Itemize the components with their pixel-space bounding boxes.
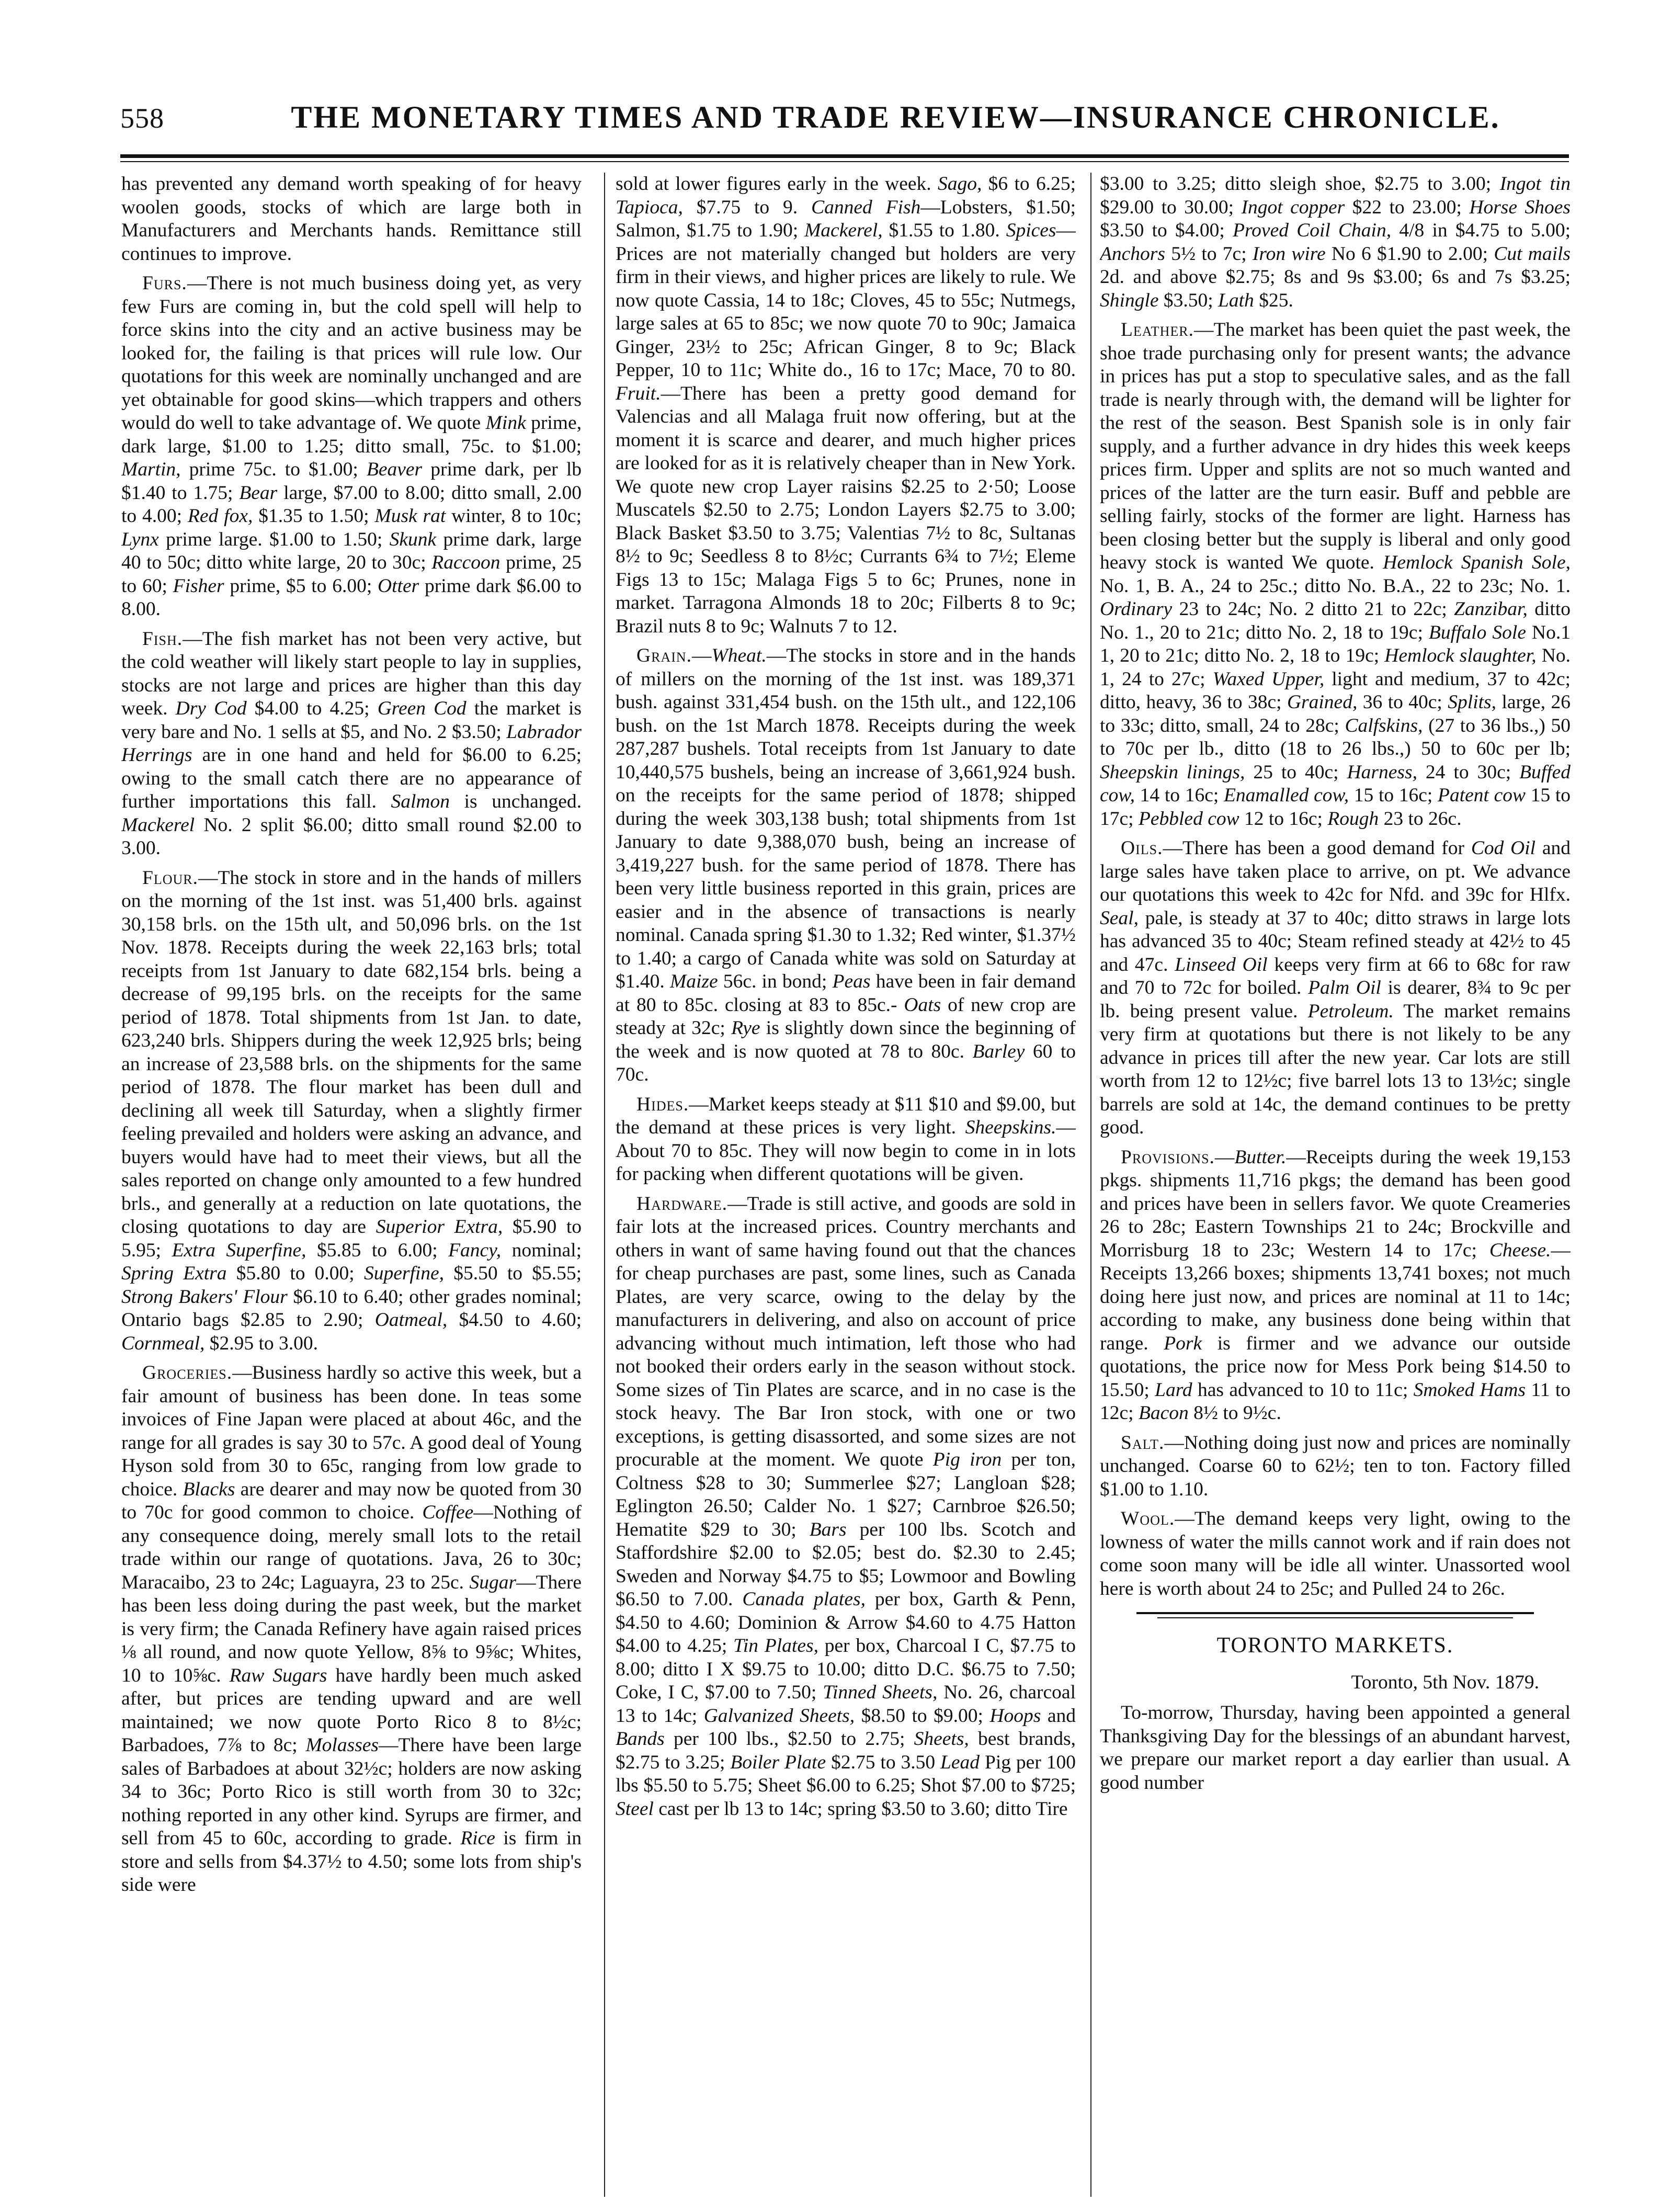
text-run: $8.50 to $9.00;	[855, 1705, 990, 1727]
text-run: —The market has been quiet the past week, the shoe trade purchasing only for present wants; the advance in prices has put a stop to speculative sales, and as the fall trade is nearly through with, the demand will be lighter for the rest of the season. Best Spanish sole is in only fair supply, and a further advance in dry hides this week keeps prices firm. Upper and splits are not so much wanted and prices of the latter are the turn easir. Buff and pebble are selling fairly, stocks of the former are light. Harness has been closing better but the supply is liberal and only good heavy stock is wanted We quote.	[1100, 319, 1571, 573]
salt-paragraph	[1100, 1432, 1571, 1502]
text-run: —About 70 to 85c. They will now begin to come in in lots for packing when different quotations will be given.	[616, 1117, 1076, 1185]
commodity-name: Red fox,	[187, 505, 253, 527]
text-run: —	[1214, 1146, 1235, 1168]
dateline: Toronto, 5th Nov. 1879.	[1351, 1671, 1539, 1693]
commodity-name: Cod Oil	[1471, 837, 1536, 859]
text-run: prime, dark large, $1.00 to 1.25; ditto small, 75c. to $1.00;	[121, 412, 582, 457]
toronto-paragraph	[1100, 1701, 1571, 1795]
commodity-name: Bacon	[1138, 1402, 1189, 1424]
text-run: large, 26 to 33c; ditto, small, 24 to 28c;	[1100, 691, 1571, 736]
text-run: per ton, Coltness $28 to 30; Summerlee $27; Langloan $28; Eglington 26.50; Calder No. 1 $27; Carnbroe $26.50; Hematite $29 to 30;	[616, 1449, 1076, 1540]
text-run: sold at lower figures early in the week.	[616, 173, 938, 195]
text-run: 15 to 17c;	[1100, 785, 1571, 830]
commodity-name: Tapioca,	[616, 196, 683, 218]
commodity-name: Otter	[378, 575, 419, 597]
commodity-name: Shingle	[1100, 289, 1159, 311]
text-run: $1.35 to 1.50;	[253, 505, 375, 527]
text-run: large, $7.00 to 8.00; ditto small, 2.00 to 4.00;	[121, 482, 582, 527]
text-run: $22 to 23.00;	[1345, 196, 1470, 218]
text-run: the market is very bare and No. 1 sells at $5, and No. 2 $3.50;	[121, 698, 582, 743]
text-run: 23 to 26c.	[1379, 808, 1462, 830]
commodity-name: Musk rat	[374, 505, 446, 527]
text-run: ditto No. 1., 20 to 21c; ditto No. 2, 18 to 19c;	[1100, 598, 1571, 643]
text-run: have been in fair demand at 80 to 85c. closing at 83 to 85c.-	[616, 971, 1076, 1016]
toronto-markets-heading: TORONTO MARKETS.	[1216, 1634, 1454, 1658]
column-divider	[604, 173, 605, 2197]
commodity-name: Sheepskins.	[965, 1117, 1056, 1138]
text-run: $29.00 to 30.00;	[1100, 196, 1242, 218]
text-run: —The fish market has not been very active, but the cold weather will likely start people to lay in supplies, stocks are not large and prices are higher than this day week.	[121, 628, 582, 719]
text-run: —There is not much business doing yet, as very few Furs are coming in, but the cold spell will help to force skins into the city and an active business may be looked for, the failing is that prices will rule low. Our quotations for this week are nominally unchanged and are yet obtainable for good skins—which trappers and others would do well to take advantage of. We quote	[121, 273, 582, 434]
commodity-name: Raccoon	[431, 552, 500, 573]
text-run: and	[1041, 1705, 1076, 1727]
commodity-name: Sheets,	[914, 1728, 969, 1750]
commodity-name: Iron wire	[1252, 243, 1326, 265]
furs-paragraph	[121, 272, 582, 621]
text-run: 12 to 16c;	[1239, 808, 1328, 830]
text-run: $2.95 to 3.00.	[204, 1332, 318, 1354]
text-run: —There have been large sales of Barbadoes at about 32½c; holders are now asking 34 to 36c; Porto Rico is still worth from 30 to 32c; nothing reported in any other kind. Syrups are firmer, and sell from 45 to 60c, according to grade.	[121, 1734, 582, 1849]
text-run: No.1 1, 20 to 21c; ditto No. 2, 18 to 19c;	[1100, 621, 1571, 666]
commodity-name: Waxed Upper,	[1212, 668, 1325, 690]
text-run: 8½ to 9½c.	[1188, 1402, 1281, 1424]
text-run: No. 2 split $6.00; ditto small round $2.00 to 3.00.	[121, 814, 582, 859]
text-run: The market remains very firm at quotations but there is not likely to be any advance in prices till after the new year. Car lots are still worth from 12 to 12½c; five barrel lots 13 to 13½c; single barrels are sold at 14c, the demand continues to be pretty good.	[1100, 1000, 1571, 1138]
commodity-name: Molasses	[305, 1734, 379, 1756]
commodity-name: Boiler Plate	[730, 1751, 826, 1773]
commodity-name: Oats	[904, 994, 941, 1016]
text-run: —There has been a good demand for	[1163, 837, 1471, 859]
text-run: are dearer and may now be quoted from 30 to 70c for good common to choice.	[121, 1478, 582, 1523]
hardware-continued-paragraph	[1100, 173, 1571, 312]
commodity-name: Rough	[1327, 808, 1379, 830]
commodity-name: Sugar	[469, 1571, 517, 1593]
text-run: 60 to 70c.	[616, 1040, 1076, 1085]
commodity-name: Canada plates,	[742, 1589, 866, 1610]
text-run: To-morrow, Thursday, having been appointed a general Thanksgiving Day for the blessings of an abundant harvest, we prepare our market report a day earlier than usual. A good number	[1100, 1702, 1571, 1794]
commodity-name: Beaver	[366, 459, 423, 480]
commodity-name: Zanzibar,	[1454, 598, 1528, 620]
text-run: per 100 lbs. Scotch and Staffordshire $2.00 to $2.05; best do. $2.30 to 2.45; Sweden and Norway $4.75 to $5; Lowmoor and Bowling $6.50 to 7.00.	[616, 1518, 1076, 1610]
section-heading: Fish.	[142, 628, 183, 650]
commodity-name: Seal,	[1100, 907, 1139, 929]
text-run: (27 to 36 lbs.,) 50 to 70c per lb., ditto (18 to 26 lbs.,) 50 to 60c per lb;	[1100, 714, 1571, 759]
text-run: prime 75c. to $1.00;	[180, 459, 367, 480]
commodity-name: Blacks	[183, 1478, 235, 1500]
header-rule-thick	[120, 154, 1569, 158]
commodity-name: Grained,	[1287, 691, 1358, 713]
commodity-name: Ingot tin	[1499, 173, 1571, 195]
text-run: prime, 25 to 60;	[121, 552, 582, 597]
text-run: —The stock in store and in the hands of millers on the morning of the 1st inst. was 51,400 brls. against 30,158 brls. on the 15th ult, and 50,096 brls. on the 1st Nov. 1878. Receipts during the week 22,163 brls; total receipts from 1st January to date 682,154 brls. being a decrease of 99,195 brls. on the receipts for the same period of 1878. Total shipments from 1st Jan. to date, 623,240 brls. Shippers during the week 12,925 brls; being an increase of 23,588 brls. on the shipments for the same period of 1878. The flour market has been dull and declining all week till Saturday, when a slightly firmer feeling prevailed and holders were asking an advance, and buyers would have had to meet their views, but all the sales reported on change only amounted to a few hundred brls., and generally at a reduction on late quotations, the closing quotations to day are	[121, 867, 582, 1238]
section-heading: Wool.	[1121, 1508, 1175, 1529]
page-header	[120, 92, 1566, 149]
text-run: No. 26, charcoal 13 to 14c;	[616, 1682, 1076, 1727]
text-run: —Receipts 13,266 boxes; shipments 13,741 boxes; not much doing here just now, and prices are nominal at 11 to 14c; according to make, any business done being within that range.	[1100, 1239, 1571, 1354]
commodity-name: Pork	[1164, 1332, 1202, 1354]
text-run: 25 to 40c;	[1245, 761, 1347, 783]
text-run: 56c. in bond;	[718, 971, 833, 992]
section-heading: Furs.	[142, 273, 187, 294]
text-run: pale, is steady at 37 to 40c; ditto straws in large lots has advanced 35 to 40c; Steam refined steady at 42½ to 45 and 47c.	[1100, 907, 1571, 975]
section-heading: Hides.	[636, 1093, 689, 1115]
text-run: and large sales have taken place to arrive, on pt. We advance our quotations this week to 42c for Nfd. and 39c for Hlfx.	[1100, 837, 1571, 905]
section-heading: Groceries.	[142, 1362, 233, 1383]
text-run: $3.00 to 3.25; ditto sleigh shoe, $2.75 to 3.00;	[1100, 173, 1500, 195]
commodity-name: Peas	[832, 971, 871, 992]
text-run: $5.80 to 0.00;	[226, 1263, 364, 1284]
commodity-name: Rye	[731, 1017, 760, 1039]
column-divider	[1090, 173, 1091, 2197]
section-heading: Flour.	[142, 867, 199, 889]
leather-paragraph	[1100, 319, 1571, 831]
text-run: is slightly down since the beginning of the week and is now quoted at 78 to 80c.	[616, 1017, 1076, 1062]
commodity-name: Fisher	[173, 575, 224, 597]
text-run: is dearer, 8¾ to 9c per lb. being present value.	[1100, 977, 1571, 1022]
text-run: nominal;	[501, 1239, 582, 1261]
commodity-name: Oatmeal,	[374, 1309, 448, 1331]
commodity-name: Barley	[972, 1040, 1025, 1062]
commodity-name: Horse Shoes	[1469, 196, 1571, 218]
commodity-name: Green Cod	[377, 698, 467, 719]
text-run: —Nothing of any consequence doing, merely small lots to the retail trade within our range of quotations. Java, 26 to 30c; Maracaibo, 23 to 24c; Laguayra, 23 to 25c.	[121, 1502, 582, 1593]
text-run: prime dark, large 40 to 50c; ditto white large, 20 to 30c;	[121, 528, 582, 573]
text-run: best brands, $2.75 to 3.25;	[616, 1728, 1076, 1773]
commodity-name: Patent cow	[1438, 785, 1526, 806]
header-rule-thin	[120, 161, 1569, 162]
text-run: No. 1, 24 to 27c;	[1100, 645, 1571, 690]
text-run: —Prices are not materially changed but holders are very firm in their views, and higher prices are likely to rule. We now quote Cassia, 14 to 18c; Cloves, 45 to 55c; Nutmegs, large sales at 65 to 85c; we now quote 70 to 90c; Jamaica Ginger, 23½ to 25c; African Ginger, 8 to 9c; Black Pepper, 10 to 11c; White do., 16 to 17c; Mace, 70 to 80.	[616, 220, 1076, 381]
page-number: 558	[120, 103, 164, 134]
text-run: 36 to 40c;	[1357, 691, 1448, 713]
text-run: prime dark $6.00 to 8.00.	[121, 575, 582, 620]
commodity-name: Maize	[669, 971, 718, 992]
commodity-name: Anchors	[1100, 243, 1165, 265]
text-run: 24 to 30c;	[1417, 761, 1520, 783]
commodity-name: Harness,	[1347, 761, 1417, 783]
text-run: —	[692, 645, 712, 666]
commodity-name: Butter.	[1234, 1146, 1287, 1168]
text-run: —There has been a pretty good demand for Valencias and all Malaga fruit now offering, but at the moment it is scarce and dearer, and much higher prices are looked for as it is relatively cheaper than in New York. We quote new crop Layer raisins $2.25 to 2·50; Loose Muscatels $2.50 to 2.75; London Layers $2.75 to 3.00; Black Basket $3.50 to 3.75; Valentias 7½ to 8c, Sultanas 8½ to 9c; Seedless 8 to 8½c; Currants 6¾ to 7½; Eleme Figs 13 to 15c; Malaga Figs 5 to 6c; Prunes, none in market. Tarragona Almonds 18 to 20c; Filberts 8 to 9c; Brazil nuts 8 to 9c; Walnuts 7 to 12.	[616, 382, 1076, 637]
section-heading: Salt.	[1121, 1432, 1165, 1454]
masthead-title: THE MONETARY TIMES AND TRADE REVIEW—INSURANCE CHRONICLE.	[291, 100, 1500, 134]
text-run: 11 to 12c;	[1100, 1379, 1571, 1424]
commodity-name: Linseed Oil	[1175, 954, 1268, 975]
text-run: 4/8 in $4.75 to 5.00;	[1391, 220, 1571, 241]
commodity-name: Hemlock Spanish Sole,	[1383, 552, 1571, 573]
section-heading: Hardware.	[636, 1193, 728, 1215]
text-run: $6 to 6.25;	[982, 173, 1076, 195]
commodity-name: Buffed cow,	[1100, 761, 1571, 806]
text-run: 5½ to 7c;	[1165, 243, 1253, 265]
text-run: 23 to 24c; No. 2 ditto 21 to 22c;	[1172, 598, 1454, 620]
commodity-name: Fancy,	[448, 1239, 502, 1261]
commodity-name: Proved Coil Chain,	[1233, 220, 1392, 241]
column-3	[1100, 173, 1571, 2192]
text-run: cast per lb 13 to 14c; spring $3.50 to 3.60; ditto Tire	[653, 1798, 1068, 1820]
text-run: —There has been less doing during the past week, but the market is very firm; the Canada Refinery have again raised prices ⅛ all round, and now quote Yellow, 8⅝ to 9⅝c; Whites, 10 to 10⅝c.	[121, 1571, 582, 1686]
provisions-paragraph	[1100, 1146, 1571, 1425]
text-run: —Lobsters, $1.50; Salmon, $1.75 to 1.90;	[616, 196, 1076, 241]
commodity-name: Sago,	[937, 173, 982, 195]
groceries-paragraph	[121, 1362, 582, 1897]
commodity-name: Smoked Hams	[1413, 1379, 1526, 1401]
fish-paragraph	[121, 628, 582, 860]
commodity-name: Tin Plates,	[733, 1635, 818, 1657]
text-run: No 6 $1.90 to 2.00;	[1325, 243, 1494, 265]
commodity-name: Ingot copper	[1241, 196, 1345, 218]
commodity-name: Mackerel,	[804, 220, 883, 241]
text-run: —Business hardly so active this week, but a fair amount of business has been done. In teas some invoices of Fine Japan were placed at about 46c, and the range for all grades is say 30 to 57c. A good deal of Young Hyson sold from 30 to 65c, ranging from low grade to choice.	[121, 1362, 582, 1500]
text-run: $3.50;	[1158, 289, 1219, 311]
text-run: $2.75 to 3.50	[826, 1751, 941, 1773]
commodity-name: Bars	[809, 1518, 847, 1540]
text-run: per box, Charcoal I C, $7.75 to 8.00; ditto I X $9.75 to 10.00; ditto D.C. $6.75 to 7.50; Coke, I C, $7.00 to 7.50;	[616, 1635, 1076, 1703]
section-heading: Oils.	[1121, 837, 1163, 859]
commodity-name: Canned Fish	[811, 196, 921, 218]
section-heading: Provisions.	[1121, 1146, 1215, 1168]
commodity-name: Calfskins,	[1345, 714, 1423, 736]
commodity-name: Spring Extra	[121, 1263, 227, 1284]
text-run: —Receipts during the week 19,153 pkgs. shipments 11,716 pkgs; the demand has been good and prices have been in sellers favor. We quote Creameries 26 to 28c; Eastern Townships 21 to 24c; Brockville and Morrisburg 18 to 23c; Western 14 to 17c;	[1100, 1146, 1571, 1261]
grain-paragraph	[616, 644, 1076, 1087]
commodity-name: Galvanized Sheets,	[703, 1705, 855, 1727]
text-run: is firmer and we advance our outside quotations, the price now for Mess Pork being $14.50 to 15.50;	[1100, 1332, 1571, 1401]
text-run: is unchanged.	[450, 791, 582, 812]
commodity-name: Superior Extra,	[376, 1216, 503, 1238]
text-run: prime large. $1.00 to 1.50;	[158, 528, 390, 550]
commodity-name: Cheese.	[1489, 1239, 1551, 1261]
text-run: are in one hand and held for $6.00 to 6.25; owing to the small catch there are no appearance of further importations this fall.	[121, 744, 582, 812]
wool-paragraph	[1100, 1507, 1571, 1601]
text-run: $4.00 to 4.25;	[246, 698, 378, 719]
commodity-name: Pebbled cow	[1138, 808, 1239, 830]
flour-paragraph	[121, 867, 582, 1356]
text-run: $25.	[1254, 289, 1293, 311]
text-run: prime, $5 to 6.00;	[224, 575, 378, 597]
section-heading: Leather.	[1121, 319, 1194, 341]
article-paragraph	[121, 173, 582, 266]
commodity-name: Coffee	[422, 1502, 474, 1523]
text-run: $5.50 to $5.55;	[444, 1263, 582, 1284]
text-run: 14 to 16c;	[1135, 785, 1224, 806]
commodity-name: Rice	[460, 1828, 495, 1849]
commodity-name: Lath	[1218, 289, 1254, 311]
text-run: is firm in store and sells from $4.37½ to 4.50; some lots from ship's side were	[121, 1828, 582, 1896]
commodity-name: Hoops	[989, 1705, 1041, 1727]
commodity-name: Salmon	[391, 791, 450, 812]
commodity-name: Strong Bakers' Flour	[121, 1286, 288, 1308]
text-run: $5.85 to 6.00;	[306, 1239, 449, 1261]
oils-paragraph	[1100, 837, 1571, 1140]
text-run: has advanced to 10 to 11c;	[1192, 1379, 1414, 1401]
commodity-name: Tinned Sheets,	[823, 1682, 938, 1703]
text-run: $3.50 to $4.00;	[1100, 220, 1233, 241]
hardware-paragraph	[616, 1193, 1076, 1821]
commodity-name: Steel	[616, 1798, 654, 1820]
commodity-name: Wheat.	[711, 645, 767, 666]
text-run: —The demand keeps very light, owing to the lowness of water the mills cannot work and if rain does not come soon many will be idle all winter. Unassorted wool here is worth about 24 to 25c; and Pulled 24 to 26c.	[1100, 1508, 1571, 1600]
commodity-name: Pig iron	[932, 1449, 1002, 1470]
groceries-continued-paragraph	[616, 173, 1076, 638]
text-run: 2d. and above $2.75; 8s and 9s $3.00; 6s and 7s $3.25;	[1100, 266, 1571, 288]
text-run: $1.55 to 1.80.	[882, 220, 1006, 241]
text-run: $4.50 to 4.60;	[447, 1309, 582, 1331]
text-run: light and medium, 37 to 42c; ditto, heavy, 36 to 38c;	[1100, 668, 1571, 713]
commodity-name: Dry Cod	[175, 698, 247, 719]
commodity-name: Lead	[940, 1751, 980, 1773]
text-run: per box, Garth & Penn, $4.50 to 4.60; Dominion & Arrow $4.60 to 4.75 Hatton $4.00 to 4.25;	[616, 1589, 1076, 1657]
text-run: —Trade is still active, and goods are sold in fair lots at the increased prices. Country merchants and others in want of same having found out that the chances for cheap purchases are past, some lines, such as Canada Plates, are very scarce, owing to the delay by the manufacturers in delivering, and also on account of price advancing without much intimation, left those who had not booked their orders early in the season without stock. Some sizes of Tin Plates are scarce, and in no case is the stock heavy. The Bar Iron stock, with one or two exceptions, is getting disassorted, and some sizes are not procurable at the moment. We quote	[616, 1193, 1076, 1470]
commodity-name: Skunk	[389, 528, 437, 550]
commodity-name: Petroleum.	[1307, 1000, 1394, 1022]
commodity-name: Splits,	[1448, 691, 1497, 713]
text-run: winter, 8 to 10c;	[446, 505, 582, 527]
commodity-name: Raw Sugars	[229, 1664, 327, 1686]
commodity-name: Sheepskin linings,	[1100, 761, 1245, 783]
column-1	[121, 173, 582, 2192]
commodity-name: Ordinary	[1100, 598, 1173, 620]
text-run: have hardly been much asked after, but prices are tending upward and are well maintained; we now quote Porto Rico 8 to 8½c; Barbadoes, 7⅞ to 8c;	[121, 1664, 582, 1756]
text-run: No. 1, B. A., 24 to 25c.; ditto No. B.A., 22 to 23c; No. 1.	[1100, 575, 1571, 597]
commodity-name: Mackerel	[121, 814, 195, 836]
text-run: —The stocks in store and in the hands of millers on the morning of the 1st inst. was 189,371 bush. against 331,454 bush. on the 15th ult., and 122,106 bush. on the 1st March 1878. Receipts during the week 287,287 bushels. Total receipts from 1st January to date 10,440,575 bushels, being an increase of 3,661,924 bush. on the receipts for the same period of 1878; shipped during the week 303,138 bush; total shipments from 1st January to date 9,388,070 bush, being an increase of 3,419,227 bush. for the same period of 1878. There has been very little business reported in this grain, prices are easier and in the absence of transactions is nearly nominal. Canada spring $1.30 to 1.32; Red winter, $1.37½ to 1.40; a cargo of Canada white was sold on Saturday at $1.40.	[616, 645, 1076, 992]
section-divider-thick	[1136, 1612, 1534, 1614]
commodity-name: Labrador Herrings	[121, 721, 582, 766]
column-2	[616, 173, 1076, 2192]
commodity-name: Palm Oil	[1308, 977, 1381, 999]
text-run: $7.75 to 9.	[682, 196, 812, 218]
section-divider-thin	[1157, 1617, 1513, 1618]
text-run: per 100 lbs., $2.50 to 2.75;	[664, 1728, 914, 1750]
text-run: —Nothing doing just now and prices are nominally unchanged. Coarse 60 to 62½; ten to ton. Factory filled $1.00 to 1.10.	[1100, 1432, 1571, 1500]
commodity-name: Lard	[1155, 1379, 1192, 1401]
text-run: prime dark, per lb $1.40 to 1.75;	[121, 459, 582, 504]
commodity-name: Martin,	[121, 459, 181, 480]
commodity-name: Lynx	[121, 528, 159, 550]
section-heading: Grain.	[636, 645, 692, 666]
text-run: $6.10 to 6.40; other grades nominal; Ontario bags $2.85 to 2.90;	[121, 1286, 582, 1331]
commodity-name: Buffalo Sole	[1428, 621, 1526, 643]
commodity-name: Cut mails	[1494, 243, 1571, 265]
commodity-name: Mink	[485, 412, 526, 434]
text-run: has prevented any demand worth speaking of for heavy woolen goods, stocks of which are large both in Manufacturers and Merchants hands. Remittance still continues to improve.	[121, 173, 582, 265]
text-run: keeps very firm at 66 to 68c for raw and 70 to 72c for boiled.	[1100, 954, 1571, 999]
commodity-name: Fruit.	[616, 382, 661, 404]
commodity-name: Bear	[239, 482, 278, 504]
commodity-name: Bands	[616, 1728, 665, 1750]
commodity-name: Enamalled cow,	[1223, 785, 1349, 806]
text-run: —Market keeps steady at $11 $10 and $9.00, but the demand at these prices is very light.	[616, 1093, 1076, 1138]
hides-paragraph	[616, 1093, 1076, 1186]
text-run: $5.90 to 5.95;	[121, 1216, 582, 1261]
commodity-name: Extra Superfine,	[172, 1239, 306, 1261]
commodity-name: Cornmeal,	[121, 1332, 205, 1354]
text-run: of new crop are steady at 32c;	[616, 994, 1076, 1039]
commodity-name: Hemlock slaughter,	[1384, 645, 1537, 666]
text-run: 15 to 16c;	[1349, 785, 1438, 806]
commodity-name: Spices	[1006, 220, 1056, 241]
text-run: Pig per 100 lbs $5.50 to 5.75; Sheet $6.00 to 6.25; Shot $7.00 to $725;	[616, 1751, 1076, 1796]
commodity-name: Superfine,	[363, 1263, 445, 1284]
